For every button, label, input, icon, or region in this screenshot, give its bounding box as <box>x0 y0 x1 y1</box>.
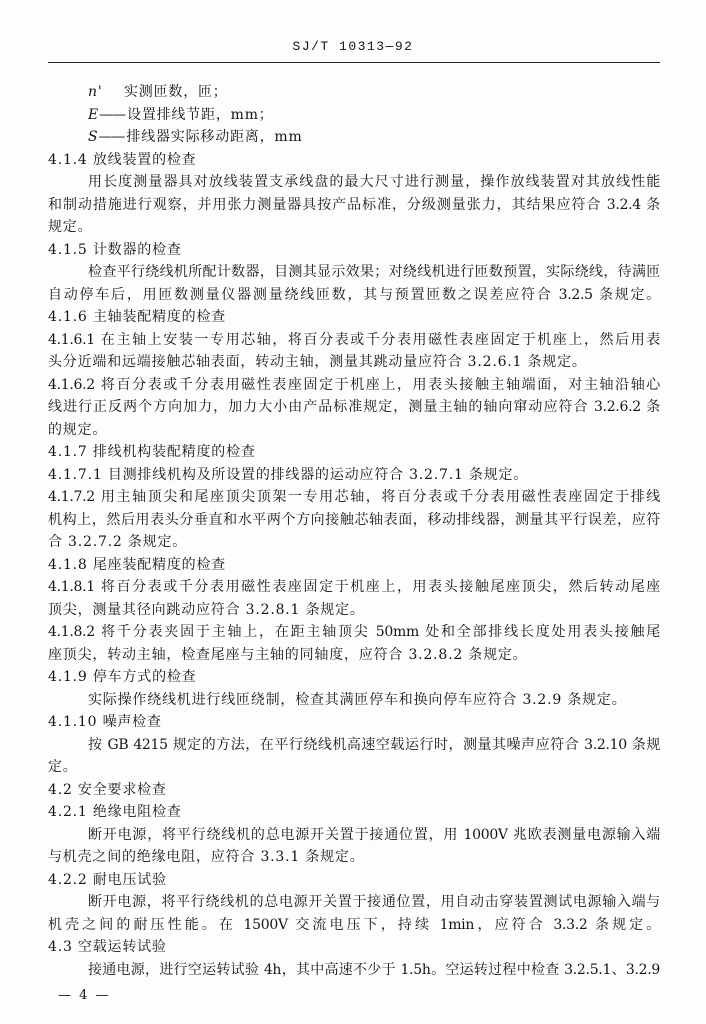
paragraph-line: 自动停车后，用匝数测量仪器测量绕线匝数，其与预置匝数之误差应符合 3.2.5 条规定。 <box>48 286 660 303</box>
paragraph-line: 断开电源，将平行绕线机的总电源开关置于接通位置，用 1000V 兆欧表测量电源输入端 <box>88 826 660 843</box>
symbol-definition <box>48 104 660 127</box>
symbol: S <box>88 129 99 145</box>
definition-text: 实测匝数，匝； <box>124 84 228 100</box>
definition-dash: —— <box>99 106 126 123</box>
paragraph-line: 4.1.7.2 用主轴顶尖和尾座顶尖顶架一专用芯轴，将百分表或千分表用磁性表座固定于排线 <box>48 489 660 505</box>
paragraph-line: 实际操作绕线机进行线匝绕制，检查其满匝停车和换向停车应符合 3.2.9 条规定。 <box>88 691 627 708</box>
section-heading: 4.1.5 计数器的检查 <box>48 241 182 258</box>
paragraph-line: 4.1.6.1 在主轴上安装一专用芯轴，将百分表或千分表用磁性表座固定于机座上，然后用表 <box>48 331 660 348</box>
paragraph-line: 规定。 <box>48 219 93 235</box>
paragraph-line: 的规定。 <box>48 421 108 438</box>
definition-dash: —— <box>98 129 125 145</box>
paragraph-line: 4.1.8.2 将千分表夹固于主轴上，在距主轴顶尖 50mm 处和全部排线长度处用表头接触尾 <box>48 624 660 640</box>
paragraph-line: 头分近端和远端接触芯轴表面，转动主轴，测量其跳动量应符合 3.2.6.1 条规定。 <box>48 354 587 370</box>
paragraph-line: 顶尖，测量其径向跳动应符合 3.2.8.1 条规定。 <box>48 601 365 618</box>
document-body <box>48 81 660 981</box>
section-heading: 4.1.7 排线机构装配精度的检查 <box>48 444 256 460</box>
paragraph-line: 按 GB 4215 规定的方法，在平行绕线机高速空载运行时，测量其噪声应符合 3.2.10 条规 <box>88 736 660 753</box>
page-number: — 4 — <box>58 988 111 1003</box>
section-heading: 4.1.6 主轴装配精度的检查 <box>48 309 227 325</box>
section-heading: 4.2 安全要求检查 <box>48 781 167 798</box>
section-heading: 4.2.1 绝缘电阻检查 <box>48 804 182 820</box>
symbol: E <box>88 106 100 123</box>
paragraph-line: 用长度测量器具对放线装置支承线盘的最大尺寸进行测量，操作放线装置对其放线性能 <box>88 174 660 190</box>
paragraph-line: 4.1.6.2 将百分表或千分表用磁性表座固定于机座上，用表头接触主轴端面，对主轴沿轴心 <box>48 376 660 393</box>
standard-code: SJ/T 10313—92 <box>292 39 414 54</box>
symbol-definition <box>48 81 660 104</box>
definition-text: 排线器实际移动距离，mm <box>126 129 303 145</box>
paragraph-line: 机构上，然后用表头分垂直和水平两个方向接触芯轴表面，移动排线器，测量其平行误差，应符 <box>48 511 660 528</box>
paragraph-line: 与机壳之间的绝缘电阻，应符合 3.3.1 条规定。 <box>48 849 365 865</box>
paragraph-line: 4.1.8.1 将百分表或千分表用磁性表座固定于机座上，用表头接触尾座顶尖，然后转动尾座 <box>48 579 660 595</box>
symbol: n' <box>88 84 103 100</box>
paragraph-line: 4.1.7.1 目测排线机构及所设置的排线器的运动应符合 3.2.7.1 条规定。 <box>48 466 529 483</box>
section-heading: 4.3 空载运转试验 <box>48 939 167 955</box>
definition-text: 设置排线节距，mm； <box>127 106 274 123</box>
paragraph-line: 定。 <box>48 759 78 775</box>
section-heading: 4.2.2 耐电压试验 <box>48 871 167 888</box>
symbol-definition <box>48 126 660 149</box>
paragraph-line: 机壳之间的耐压性能。在 1500V 交流电压下，持续 1min，应符合 3.3.2 条规定。 <box>48 916 660 933</box>
paragraph-line: 线进行正反两个方向加力，加力大小由产品标准规定，测量主轴的轴向窜动应符合 3.2.6.2 条 <box>48 399 660 415</box>
section-heading: 4.1.4 放线装置的检查 <box>48 151 197 168</box>
header-rule <box>48 62 660 63</box>
section-heading: 4.1.9 停车方式的检查 <box>48 669 197 685</box>
section-heading: 4.1.8 尾座装配精度的检查 <box>48 556 227 573</box>
paragraph-line: 断开电源，将平行绕线机的总电源开关置于接通位置，用自动击穿装置测试电源输入端与 <box>88 894 660 910</box>
paragraph-line: 合 3.2.7.2 条规定。 <box>48 534 188 550</box>
paragraph-line: 和制动措施进行观察，并用张力测量器具按产品标准，分级测量张力，其结果应符合 3.2.4 条 <box>48 196 660 213</box>
paragraph-line: 接通电源，进行空运转试验 4h，其中高速不少于 1.5h。空运转过程中检查 3.2.5.1、3.2.9 <box>88 961 660 978</box>
paragraph-line: 检查平行绕线机所配计数器，目测其显示效果；对绕线机进行匝数预置，实际绕线，待满匝 <box>88 264 660 280</box>
paragraph-line: 座顶尖，转动主轴，检查尾座与主轴的同轴度，应符合 3.2.8.2 条规定。 <box>48 646 528 663</box>
section-heading: 4.1.10 噪声检查 <box>48 714 162 730</box>
